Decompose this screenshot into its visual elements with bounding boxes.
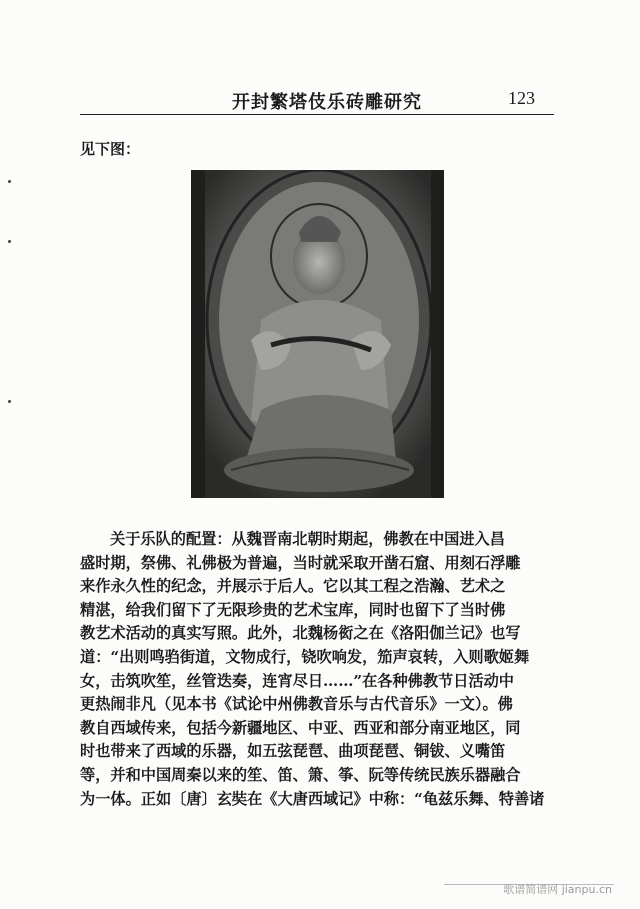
intro-text: 见下图： [80, 140, 141, 158]
body-line: 教艺术活动的真实写照。此外，北魏杨衒之在《洛阳伽兰记》也写 [80, 624, 521, 643]
margin-speck [8, 240, 11, 243]
body-line: 来作永久性的纪念，并展示于后人。它以其工程之浩瀚、艺术之 [80, 577, 506, 596]
body-line: 盛时期，祭佛、礼佛极为普遍，当时就采取开凿石窟、用刻石浮雕 [80, 553, 521, 572]
body-text [80, 528, 560, 811]
body-line: 时也带来了西域的乐器，如五弦琵琶、曲项琵琶、铜钹、义嘴笛 [80, 742, 506, 761]
page-number: 123 [508, 88, 535, 108]
body-line: 关于乐队的配置：从魏晋南北朝时期起，佛教在中国进入昌 [110, 530, 505, 548]
body-line: 更热闹非凡（见本书《试论中州佛教音乐与古代音乐》一文）。佛 [80, 695, 513, 714]
body-line: 精湛，给我们留下了无限珍贵的艺术宝库，同时也留下了当时佛 [80, 600, 506, 619]
margin-speck [8, 400, 11, 403]
body-line: 教自西域传来，包括今新疆地区、中亚、西亚和部分南亚地区，同 [80, 718, 521, 737]
margin-speck [8, 180, 11, 183]
body-line: 道：“出则鸣驺街道，文物成行，铙吹响发，笳声哀转，入则歌姬舞 [80, 647, 530, 666]
body-line: 等，并和中国周秦以来的笙、笛、箫、筝、阮等传统民族乐器融合 [80, 765, 521, 784]
body-line: 为一体。正如〔唐〕玄奘在《大唐西域记》中称：“龟兹乐舞、特善诸 [80, 789, 545, 808]
buddha-relief-photo [191, 170, 444, 498]
body-line: 女，击筑吹笙，丝管迭奏，连宵尽日……”在各种佛教节日活动中 [80, 671, 514, 690]
running-header-title: 开封繁塔伎乐砖雕研究 [232, 92, 422, 113]
site-watermark: 歌谱简谱网 jianpu.cn [503, 883, 612, 896]
header-rule [80, 114, 554, 115]
